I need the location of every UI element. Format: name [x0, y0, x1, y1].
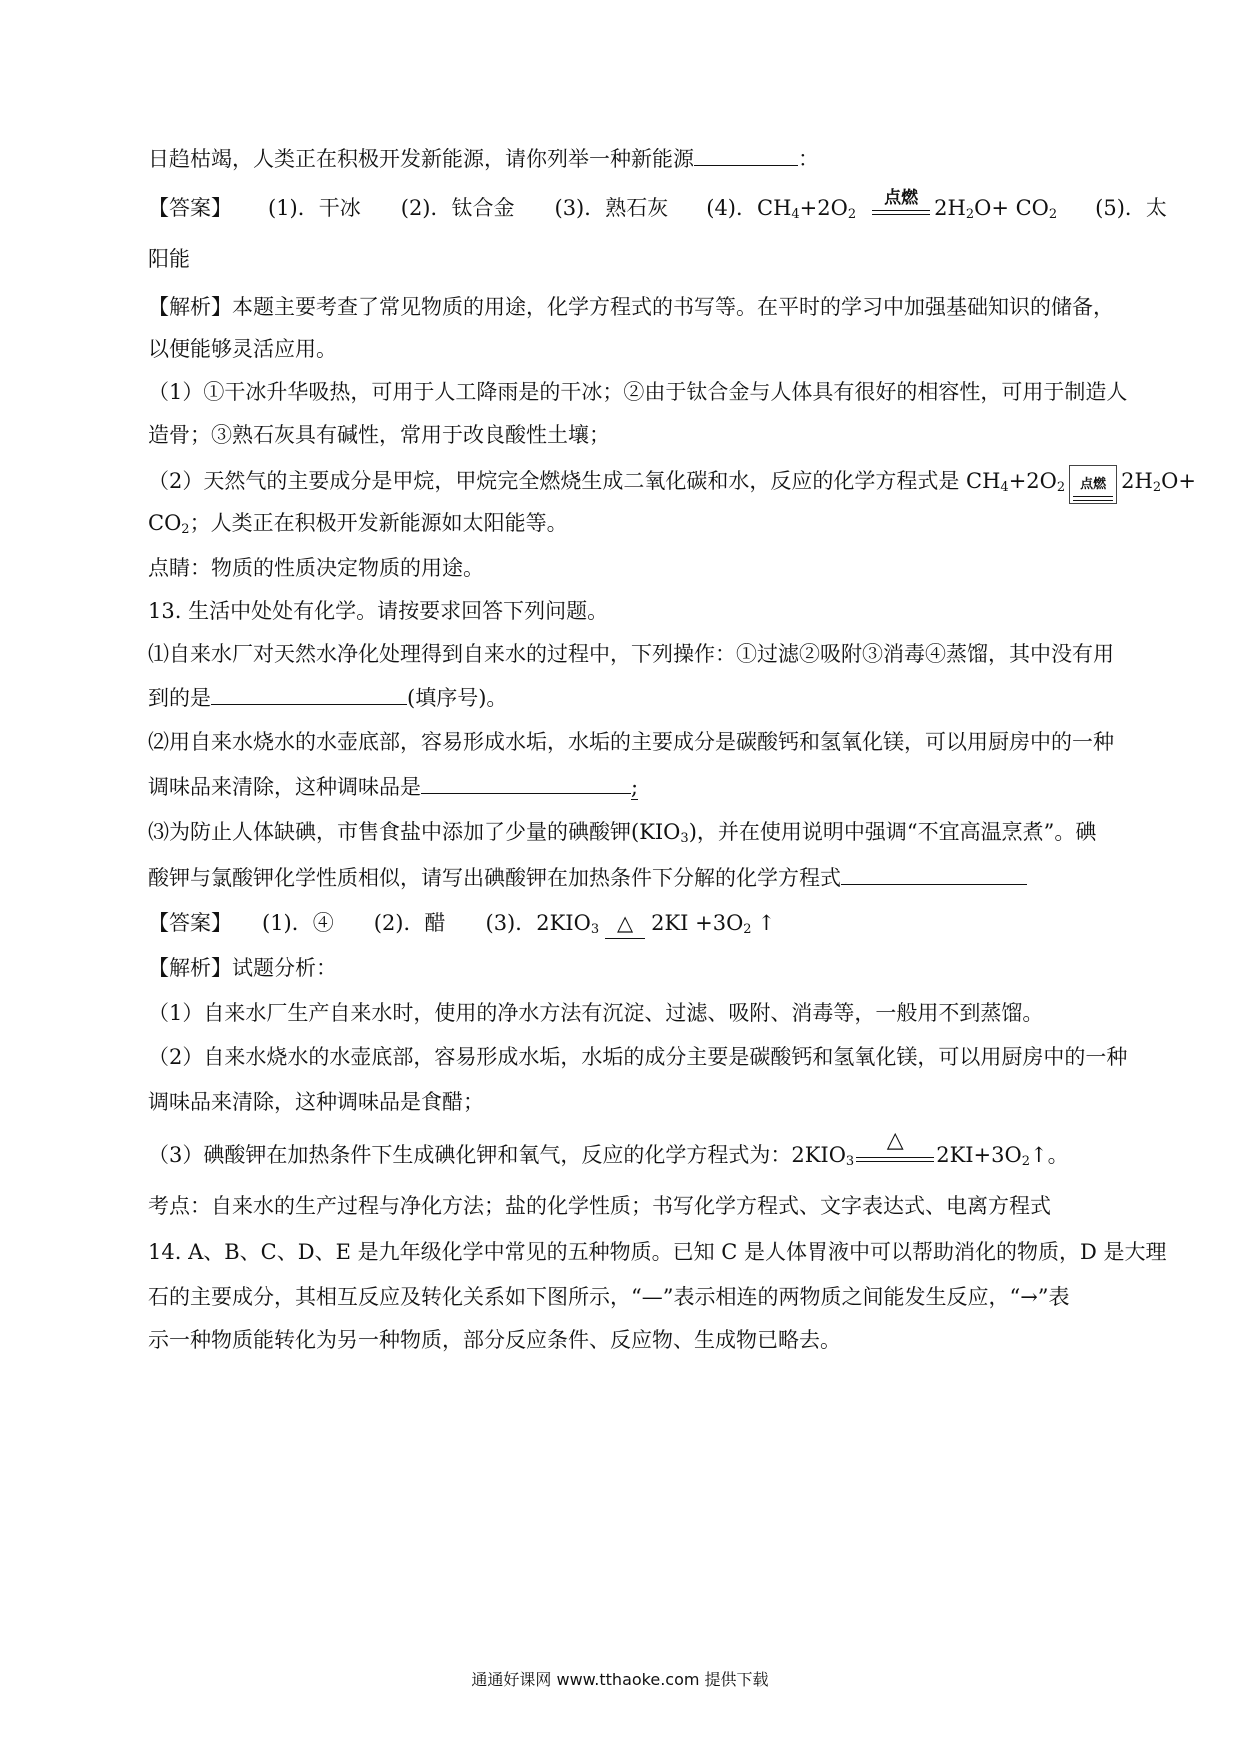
text-line: 造骨；③熟石灰具有碱性，常用于改良酸性土壤； [148, 423, 610, 447]
answer-label: 【答案】 [148, 196, 232, 220]
text-line: 示一种物质能转化为另一种物质，部分反应条件、反应物、生成物已略去。 [148, 1328, 841, 1352]
text-line: 日趋枯竭，人类正在积极开发新能源，请你列举一种新能源 ： [148, 143, 1138, 174]
answer-blank [841, 862, 1027, 885]
text-line: ⑶为防止人体缺碘，市售食盐中添加了少量的碘酸钾$(KIO_3)$，并在使用说明中强调“不宜高温烹煮”。碘 [148, 820, 1097, 846]
answer-blank [421, 771, 631, 794]
text-line: （2）自来水烧水的水壶底部，容易形成水垢，水垢的成分主要是碳酸钙和氢氧化镁，可以用厨房中的一种 [148, 1045, 1128, 1069]
text-line: 点睛：物质的性质决定物质的用途。 [148, 556, 484, 580]
text-line: （2）天然气的主要成分是甲烷，甲烷完全燃烧生成二氧化碳和水，反应的化学方程式是 $CH_4+2O_2$ 点燃 $2H_2O+$ [148, 465, 1138, 504]
text-line: ⑴自来水厂对天然水净化处理得到自来水的过程中，下列操作：①过滤②吸附③消毒④蒸馏，其中没有用 [148, 642, 1114, 666]
text-line: 以便能够灵活应用。 [148, 337, 337, 361]
answer-blank [211, 682, 407, 705]
reaction-condition: 点燃 [1069, 465, 1117, 504]
answer-line-q12: 【答案】 (1)．干冰 (2)．钛合金 (3)．熟石灰 (4)．$CH_4+2O_2$ 点燃 $2H_2O+ CO_2$ (5)．太 [148, 188, 1167, 222]
text-line: 酸钾与氯酸钾化学性质相似，请写出碘酸钾在加热条件下分解的化学方程式 [148, 862, 1138, 893]
text-line: 阳能 [148, 247, 190, 271]
reaction-condition: △ [856, 1157, 934, 1162]
text-line: ⑵用自来水烧水的水壶底部，容易形成水垢，水垢的主要成分是碳酸钙和氢氧化镁，可以用厨房中的一种 [148, 730, 1114, 754]
text-line: 调味品来清除，这种调味品是食醋； [148, 1090, 484, 1114]
text-line: （1）①干冰升华吸热，可用于人工降雨是的干冰；②由于钛合金与人体具有很好的相容性，可用于制造人 [148, 380, 1128, 404]
answer-blank [694, 143, 798, 166]
analysis-line: 【解析】试题分析： [148, 956, 337, 980]
text-line: $CO_2$；人类正在积极开发新能源如太阳能等。 [148, 511, 568, 537]
page-footer: 通通好课网 www.tthaoke.com 提供下载 [471, 1670, 769, 1689]
reaction-condition: 点燃 [872, 210, 930, 215]
text-line: （3）碘酸钾在加热条件下生成碘化钾和氧气，反应的化学方程式为：$2KIO_3$ △ $2KI+3O_2↑$。 [148, 1128, 1069, 1169]
analysis-line: 【解析】本题主要考查了常见物质的用途，化学方程式的书写等。在平时的学习中加强基础知识的储备， [148, 295, 1114, 319]
text-line: 石的主要成分，其相互反应及转化关系如下图所示，“—”表示相连的两物质之间能发生反应，“→”表 [148, 1285, 1070, 1309]
text-line: （1）自来水厂生产自来水时，使用的净水方法有沉淀、过滤、吸附、消毒等，一般用不到蒸馏。 [148, 1001, 1044, 1025]
question-title: 13. 生活中处处有化学。请按要求回答下列问题。 [148, 599, 609, 623]
heat-condition: △ [605, 908, 645, 939]
answer-line-q13: 【答案】 (1)．④ (2)．醋 (3)．$2KIO_3$ △ $2KI +3O_2$ ↑ [148, 908, 1138, 939]
text-line: 考点：自来水的生产过程与净化方法；盐的化学性质；书写化学方程式、文字表达式、电离方程式 [148, 1194, 1051, 1218]
text-line: 调味品来清除，这种调味品是 ; [148, 771, 1138, 802]
text-line: 到的是 (填序号)。 [148, 682, 1138, 713]
question-title: 14. A、B、C、D、E 是九年级化学中常见的五种物质。已知 C 是人体胃液中可以帮助消化的物质，D 是大理 [148, 1240, 1167, 1264]
answer-label: 【答案】 [148, 911, 232, 935]
